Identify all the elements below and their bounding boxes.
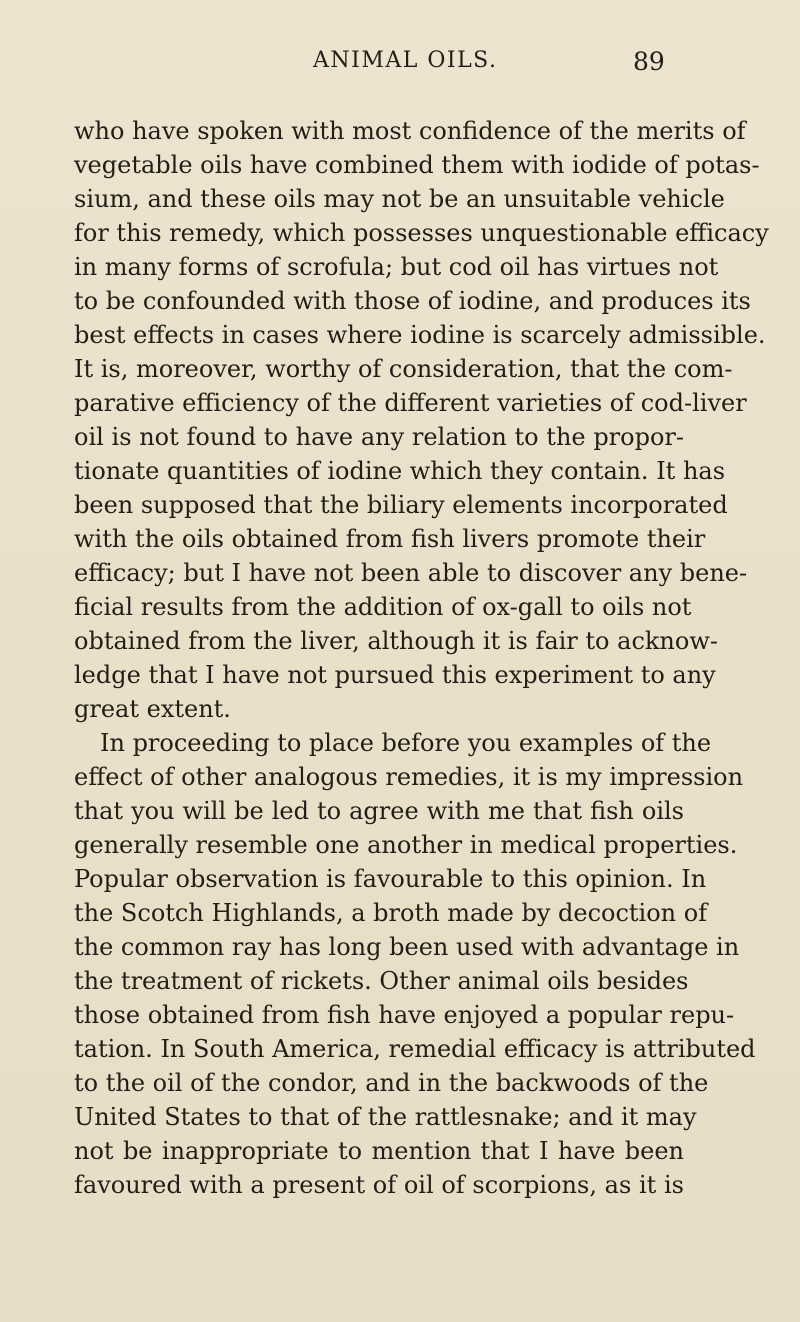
paragraph-end-line: great extent. — [74, 695, 231, 723]
text-line: sium, and these oils may not be an unsuitable vehicle — [74, 185, 725, 213]
text-line: in many forms of scrofula; but cod oil has virtues not — [74, 253, 719, 281]
text-line: vegetable oils have combined them with iodide of potas- — [74, 151, 760, 179]
text-line: that you will be led to agree with me that fish oils — [74, 797, 684, 825]
text-line: the treatment of rickets. Other animal oils besides — [74, 967, 689, 995]
text-line: with the oils obtained from fish livers promote their — [74, 525, 706, 553]
text-line: United States to that of the rattlesnake; and it may — [74, 1103, 697, 1131]
text-line: tation. In South America, remedial efficacy is attributed — [74, 1035, 756, 1063]
running-title: ANIMAL OILS. — [313, 48, 498, 73]
running-head — [0, 48, 800, 88]
text-line: those obtained from fish have enjoyed a popular repu- — [74, 1001, 735, 1029]
text-line: oil is not found to have any relation to the propor- — [74, 423, 684, 451]
text-line: parative efficiency of the different varieties of cod-liver — [74, 389, 747, 417]
text-line: generally resemble one another in medical properties. — [74, 831, 738, 859]
text-line: Popular observation is favourable to this opinion. In — [74, 865, 707, 893]
text-line: to the oil of the condor, and in the backwoods of the — [74, 1069, 709, 1097]
text-line: for this remedy, which possesses unquestionable efficacy — [74, 219, 769, 247]
text-line: It is, moreover, worthy of consideration, that the com- — [74, 355, 733, 383]
text-line: been supposed that the biliary elements incorporated — [74, 491, 728, 519]
text-line: ledge that I have not pursued this experiment to any — [74, 661, 716, 689]
text-line: not be inappropriate to mention that I have been — [74, 1137, 684, 1165]
text-line: ficial results from the addition of ox-gall to oils not — [74, 593, 692, 621]
text-line: to be confounded with those of iodine, and produces its — [74, 287, 751, 315]
text-line: tionate quantities of iodine which they contain. It has — [74, 457, 726, 485]
text-line: efficacy; but I have not been able to discover any bene- — [74, 559, 748, 587]
text-line: effect of other analogous remedies, it is my impression — [74, 763, 744, 791]
paragraph-start-line: In proceeding to place before you examples of the — [100, 729, 712, 757]
text-line: favoured with a present of oil of scorpions, as it is — [74, 1171, 684, 1199]
text-line: the Scotch Highlands, a broth made by decoction of — [74, 899, 708, 927]
text-line: the common ray has long been used with advantage in — [74, 933, 740, 961]
text-line: who have spoken with most confidence of the merits of — [74, 117, 746, 145]
page-number: 89 — [633, 47, 665, 76]
text-line: obtained from the liver, although it is fair to acknow- — [74, 627, 718, 655]
text-line: best effects in cases where iodine is scarcely admissible. — [74, 321, 766, 349]
